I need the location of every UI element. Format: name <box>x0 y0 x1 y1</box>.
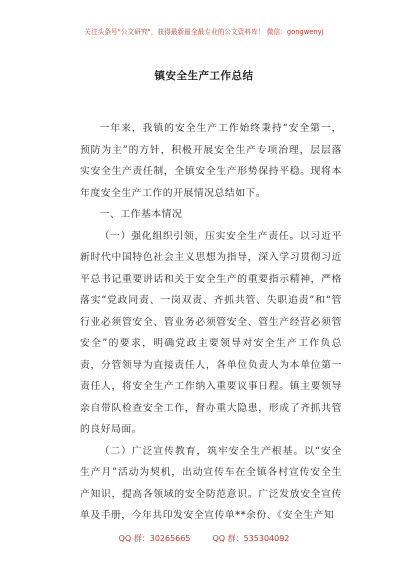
footer-qq-group-2: QQ 群：535304092 <box>212 534 290 543</box>
document-body <box>80 118 342 527</box>
intro-paragraph: 一年来，我镇的安全生产工作始终秉持“安全第一，预防为主”的方针，积极开展安全生产专项治理，层层落实安全生产责任制，全镇安全生产形势保持平稳。现将本年度安全生产工作的开展情况总结如下。 <box>80 123 342 199</box>
section-heading: 一、工作基本情况 <box>99 209 183 220</box>
header-banner: 关注头条号"公文研究"，获得最新最全最专业的公文资料库！ 微信：gongwenyj <box>84 28 324 36</box>
body-paragraph-1: （一）强化组织引领，压实安全生产责任。以习近平新时代中国特色社会主义思想为指导，深入学习贯彻习近平总书记重要讲话和关于安全生产的重要指示精神，严格落实“党政同责、一岗双责、齐抓共管、失职追责”和“管行业必须管安全、管业务必须管安全、管生产经营必须管安全”的要求，明确党政主要领导对安全生产工作负总责，分管领导为直接责任人，各单位负责人为本单位第一责任人，将安全生产工作纳入重要议事日程。镇主要领导亲自带队检查安全工作，督办重大隐患，形成了齐抓共管的良好局面。 <box>80 230 342 435</box>
document-title: 镇安全生产工作总结 <box>154 70 254 82</box>
footer-qq-group-1: QQ 群：30265665 <box>118 534 191 543</box>
body-paragraph-2: （二）广泛宣传教育，筑牢安全生产根基。以“安全生产月”活动为契机，出动宣传车在全镇各村宣传安全生产知识，提高各领域的安全防范意识。广泛发放安全宣传单及手册，今年共印发安全宣传单**余份、《安全生产知 <box>80 445 342 521</box>
footer-contacts <box>0 533 408 544</box>
